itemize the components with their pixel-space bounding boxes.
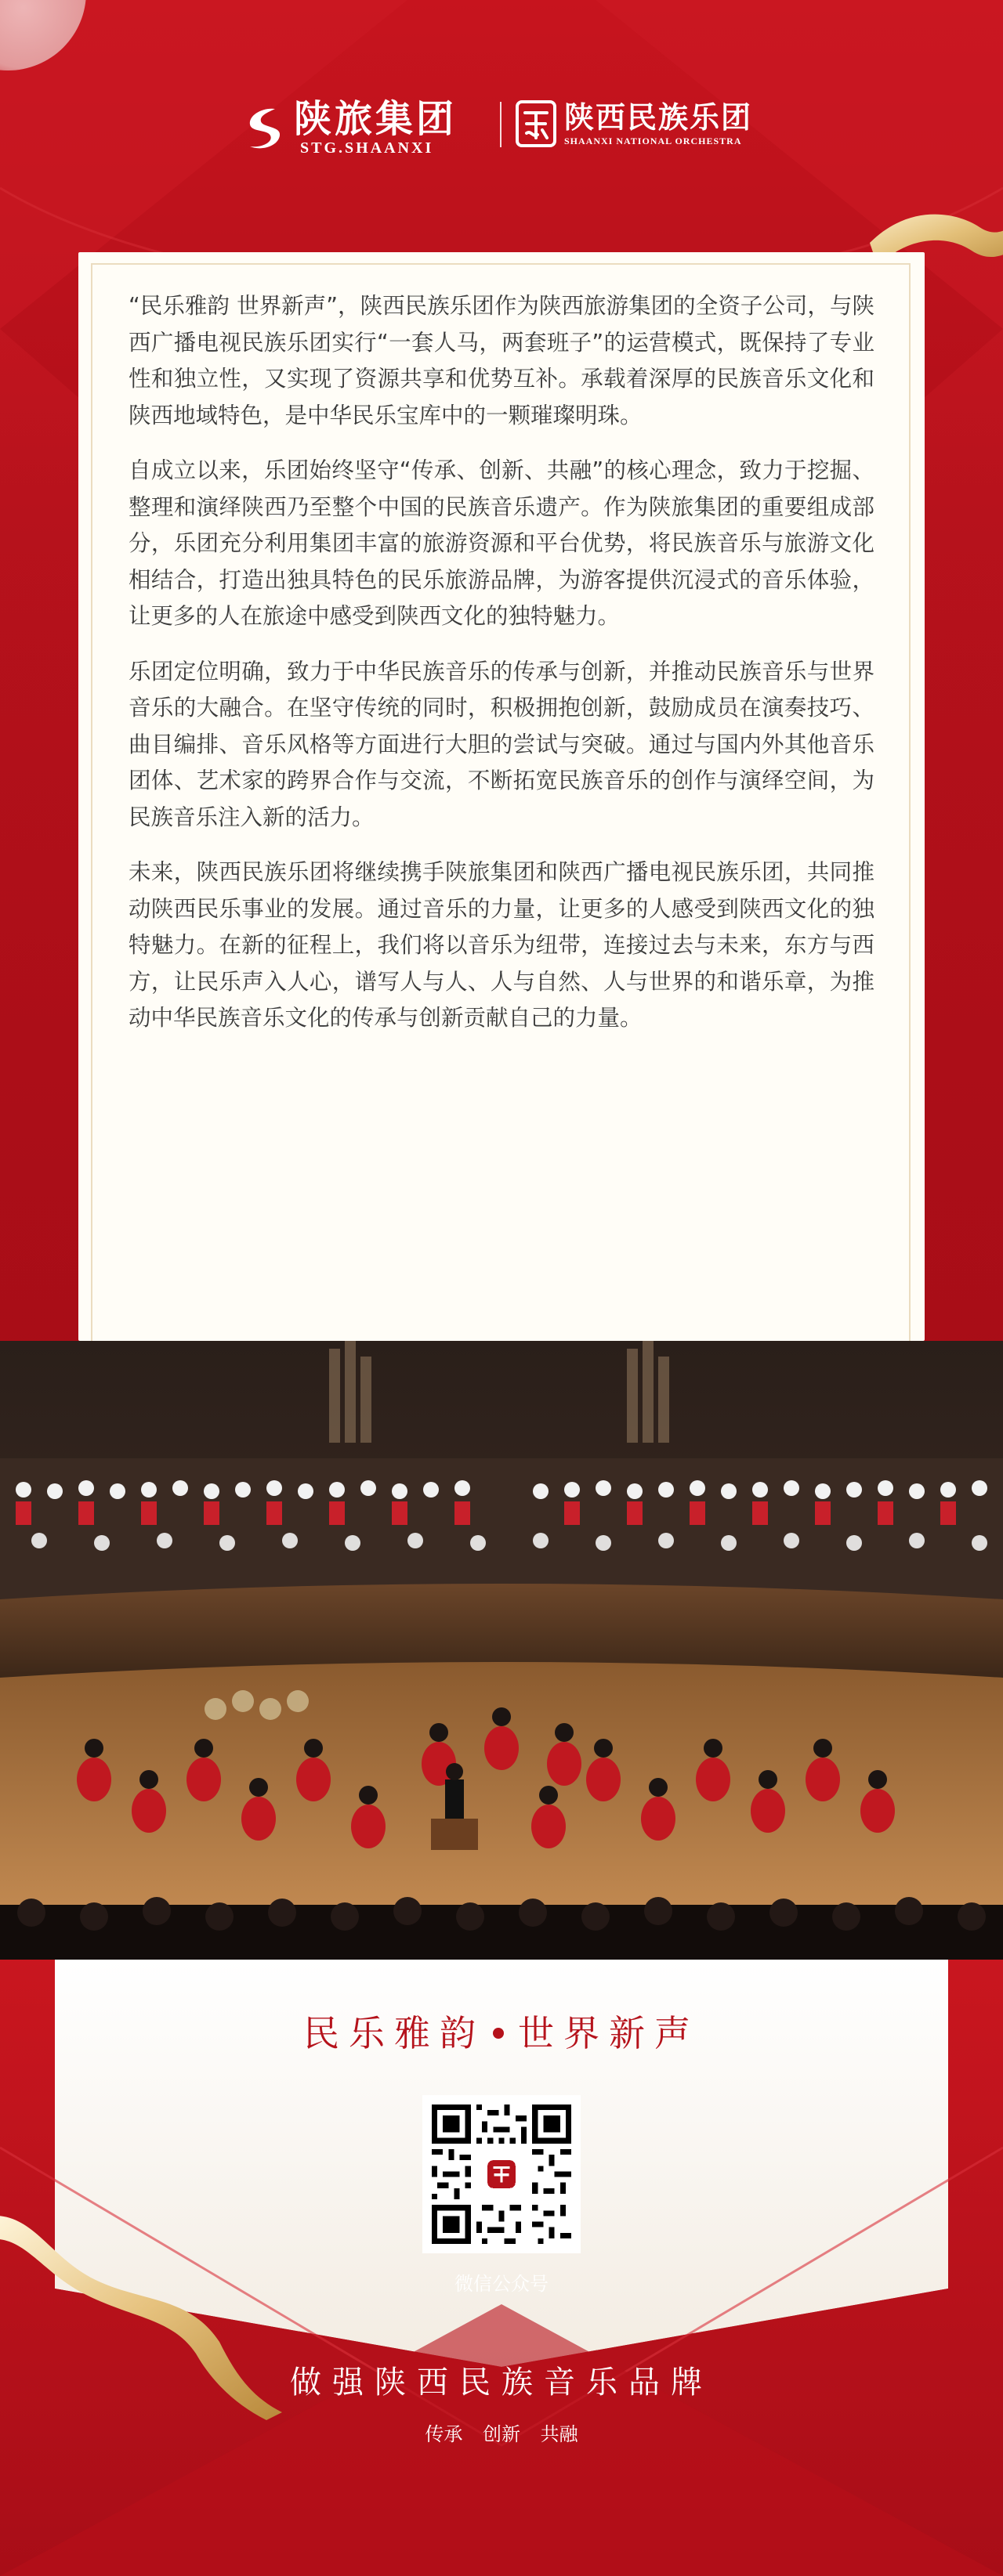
stg-swirl-icon (239, 103, 289, 153)
orchestra-logo-en: SHAANXI NATIONAL ORCHESTRA (564, 135, 742, 146)
slogan-separator-icon (493, 2028, 504, 2039)
orchestra-photo (0, 1341, 1003, 1960)
qr-caption: 微信公众号 (454, 2273, 549, 2295)
orchestra-logo-cn: 陕西民族乐团 (564, 99, 753, 135)
brand-title: 做强陕西民族音乐品牌 (290, 2365, 713, 2401)
article-paragraph-2: 自成立以来，乐团始终坚守“传承、创新、共融”的核心理念，致力于挖掘、整理和演绎陕西乃至整个中国的民族音乐遗产。作为陕旅集团的重要组成部分，乐团充分利用集团丰富的旅游资源和平台优势，将民族音乐与旅游文化相结合，打造出独具特色的民乐旅游品牌，为游客提供沉浸式的音乐体验，让更多的人在旅途中感受到陕西文化的独特魅力。 (129, 457, 874, 629)
orchestra-logo (514, 99, 752, 149)
article-paragraph-3: 乐团定位明确，致力于中华民族音乐的传承与创新，并推动民族音乐与世界音乐的大融合。在坚守传统的同时，积极拥抱创新，鼓励成员在演奏技巧、曲目编排、音乐风格等方面进行大胆的尝试与突破。通过与国内外其他音乐团体、艺术家的跨界合作与交流，不断拓宽民族音乐的创作与演绎空间，为民族音乐注入新的活力。 (129, 658, 874, 830)
slogan-left: 民乐雅韵 (303, 2012, 485, 2054)
stg-logo (239, 99, 457, 157)
article-paragraph-1: “民乐雅韵 世界新声”，陕西民族乐团作为陕西旅游集团的全资子公司，与陕西广播电视民族乐团实行“一套人马，两套班子”的运营模式，既保持了专业性和独立性，又实现了资源共享和优势互补。承载着深厚的民族音乐文化和陕西地域特色，是中华民乐宝库中的一颗璀璨明珠。 (129, 293, 874, 428)
slogan-right: 世界新声 (518, 2012, 700, 2054)
stg-logo-en: STG.SHAANXI (300, 139, 434, 157)
wechat-qr-code[interactable] (422, 2095, 581, 2253)
concert-hall-illustration (0, 1341, 1003, 1960)
header-logos (0, 92, 1003, 163)
article-body (129, 288, 874, 1056)
stg-logo-cn: 陕旅集团 (294, 97, 458, 141)
qr-code-icon (432, 2105, 571, 2244)
logo-divider (500, 102, 502, 147)
brand-subtitle: 传承 创新 共融 (425, 2423, 578, 2445)
article-paragraph-4: 未来，陕西民族乐团将继续携手陕旅集团和陕西广播电视民族乐团，共同推动陕西民乐事业的发展。通过音乐的力量，让更多的人感受到陕西文化的独特魅力。在新的征程上，我们将以音乐为纽带，连接过去与未来，东方与西方，让民乐声入人心，谱写人与人、人与自然、人与世界的和谐乐章，为推动中华民族音乐文化的传承与创新贡献自己的力量。 (129, 859, 874, 1031)
slogan-heading (0, 2005, 1003, 2057)
orchestra-seal-icon (514, 99, 558, 149)
